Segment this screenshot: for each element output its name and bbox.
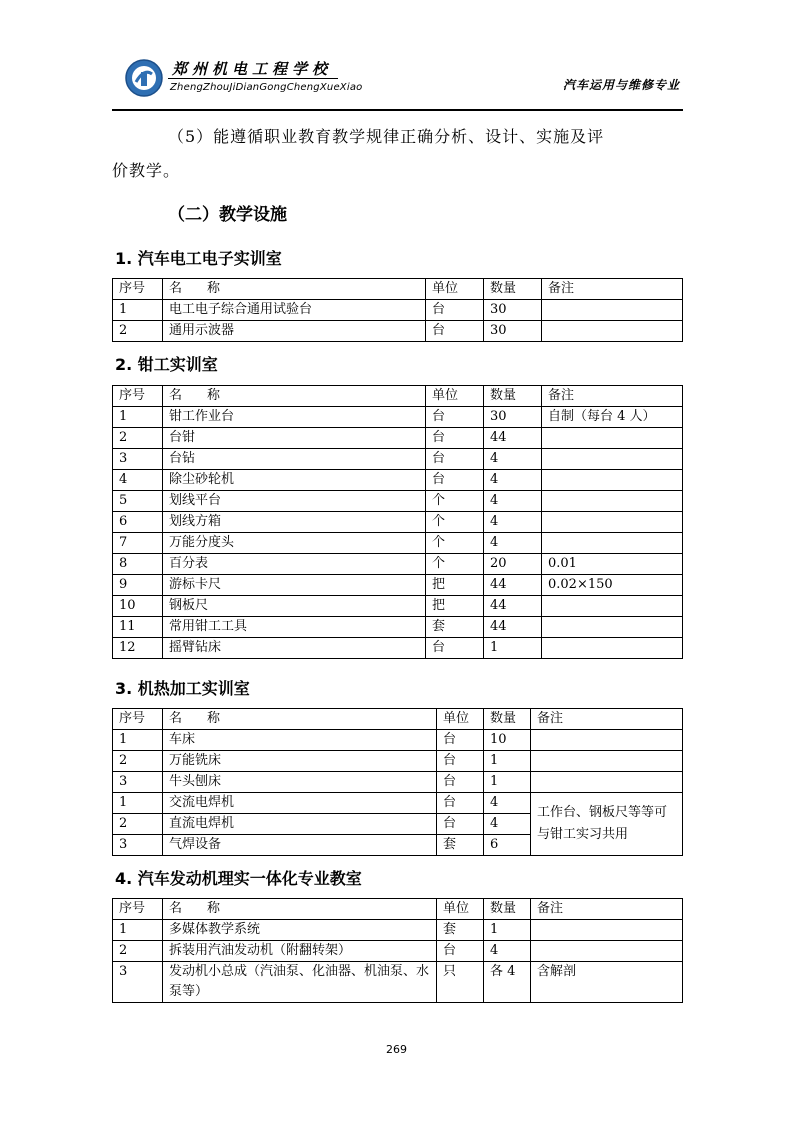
cell-qty: 4: [484, 941, 531, 962]
cell-note: [531, 730, 683, 751]
cell-unit: 套: [426, 617, 484, 638]
cell-qty: 1: [484, 638, 542, 659]
cell-note: [542, 638, 683, 659]
cell-name: 划线平台: [163, 491, 426, 512]
table-row: [113, 920, 683, 941]
cell-note: [542, 321, 683, 342]
cell-seq: 2: [113, 941, 163, 962]
table-header-row: [113, 899, 683, 920]
cell-unit: 台: [437, 793, 484, 814]
cell-name: 电工电子综合通用试验台: [163, 300, 426, 321]
cell-note: [542, 491, 683, 512]
cell-seq: 1: [113, 730, 163, 751]
col-note: 备注: [531, 709, 683, 730]
room-title: 2. 钳工实训室: [115, 355, 218, 374]
cell-name: 气焊设备: [163, 835, 437, 856]
col-note: 备注: [542, 386, 683, 407]
cell-qty: 44: [484, 617, 542, 638]
table-row: [113, 491, 683, 512]
cell-seq: 1: [113, 793, 163, 814]
cell-qty: 30: [484, 407, 542, 428]
table-row: [113, 962, 683, 1003]
section-title: （二）教学设施: [168, 205, 287, 225]
cell-note: [542, 428, 683, 449]
col-qty: 数量: [484, 899, 531, 920]
table-row: [113, 617, 683, 638]
cell-seq: 1: [113, 407, 163, 428]
cell-note: [542, 300, 683, 321]
cell-name: 通用示波器: [163, 321, 426, 342]
col-unit: 单位: [426, 279, 484, 300]
cell-note: [542, 512, 683, 533]
table-row: [113, 730, 683, 751]
cell-unit: 台: [437, 941, 484, 962]
cell-qty: 1: [484, 920, 531, 941]
cell-unit: 台: [426, 300, 484, 321]
cell-unit: 台: [426, 449, 484, 470]
cell-seq: 9: [113, 575, 163, 596]
col-name: 名 称: [163, 899, 437, 920]
cell-qty: 4: [484, 470, 542, 491]
cell-name: 多媒体教学系统: [163, 920, 437, 941]
cell-unit: 台: [437, 730, 484, 751]
cell-name: 发动机小总成（汽油泵、化油器、机油泵、水泵等）: [163, 962, 437, 1003]
cell-name: 交流电焊机: [163, 793, 437, 814]
equipment-table: [112, 898, 683, 1003]
cell-seq: 12: [113, 638, 163, 659]
cell-qty: 20: [484, 554, 542, 575]
cell-note: [542, 617, 683, 638]
cell-qty: 6: [484, 835, 531, 856]
cell-name: 钢板尺: [163, 596, 426, 617]
cell-seq: 4: [113, 470, 163, 491]
table-row: [113, 554, 683, 575]
logo-underline: [168, 78, 338, 79]
table-row: [113, 751, 683, 772]
cell-unit: 台: [426, 428, 484, 449]
cell-unit: 台: [426, 407, 484, 428]
room-title: 4. 汽车发动机理实一体化专业教室: [115, 869, 362, 888]
table-row: [113, 321, 683, 342]
cell-note: [542, 470, 683, 491]
cell-name: 台钳: [163, 428, 426, 449]
cell-note: [531, 751, 683, 772]
header-divider: [112, 109, 683, 111]
cell-seq: 3: [113, 449, 163, 470]
cell-qty: 44: [484, 596, 542, 617]
cell-seq: 10: [113, 596, 163, 617]
cell-name: 划线方箱: [163, 512, 426, 533]
table-header-row: [113, 386, 683, 407]
cell-note: 0.01: [542, 554, 683, 575]
cell-unit: 台: [426, 638, 484, 659]
table-header-row: [113, 279, 683, 300]
cell-name: 台钻: [163, 449, 426, 470]
intro-paragraph: [112, 120, 684, 188]
col-qty: 数量: [484, 386, 542, 407]
cell-seq: 2: [113, 428, 163, 449]
cell-note-merged: 工作台、钢板尺等等可与钳工实习共用: [531, 793, 683, 856]
cell-seq: 7: [113, 533, 163, 554]
table-row: [113, 533, 683, 554]
col-qty: 数量: [484, 279, 542, 300]
cell-note: 自制（每台 4 人）: [542, 407, 683, 428]
cell-seq: 2: [113, 751, 163, 772]
cell-note: 0.02×150: [542, 575, 683, 596]
cell-unit: 个: [426, 491, 484, 512]
cell-note: [531, 772, 683, 793]
cell-note: [542, 533, 683, 554]
cell-unit: 套: [437, 835, 484, 856]
cell-seq: 8: [113, 554, 163, 575]
cell-seq: 1: [113, 300, 163, 321]
page-header: [112, 52, 682, 110]
school-logo-icon: [124, 58, 164, 98]
cell-qty: 4: [484, 793, 531, 814]
cell-name: 牛头刨床: [163, 772, 437, 793]
table-row: [113, 470, 683, 491]
equipment-table: [112, 278, 683, 342]
cell-unit: 把: [426, 575, 484, 596]
cell-note: [531, 920, 683, 941]
cell-seq: 1: [113, 920, 163, 941]
cell-name: 拆装用汽油发动机（附翻转架）: [163, 941, 437, 962]
cell-qty: 4: [484, 533, 542, 554]
col-unit: 单位: [437, 709, 484, 730]
cell-unit: 个: [426, 554, 484, 575]
table-row: [113, 428, 683, 449]
col-name: 名 称: [163, 709, 437, 730]
col-seq: 序号: [113, 709, 163, 730]
school-name-pinyin: ZhengZhouJiDianGongChengXueXiao: [170, 82, 363, 93]
cell-seq: 11: [113, 617, 163, 638]
col-seq: 序号: [113, 279, 163, 300]
col-seq: 序号: [113, 386, 163, 407]
table-row: [113, 575, 683, 596]
table-header-row: [113, 709, 683, 730]
col-name: 名 称: [163, 279, 426, 300]
cell-name: 直流电焊机: [163, 814, 437, 835]
cell-name: 除尘砂轮机: [163, 470, 426, 491]
cell-qty: 4: [484, 512, 542, 533]
cell-qty: 10: [484, 730, 531, 751]
cell-unit: 个: [426, 533, 484, 554]
cell-qty: 30: [484, 300, 542, 321]
col-name: 名 称: [163, 386, 426, 407]
cell-unit: 套: [437, 920, 484, 941]
intro-line-2: 价教学。: [112, 161, 181, 180]
cell-qty: 4: [484, 491, 542, 512]
cell-seq: 2: [113, 814, 163, 835]
cell-unit: 只: [437, 962, 484, 1003]
cell-qty: 1: [484, 751, 531, 772]
cell-name: 万能铣床: [163, 751, 437, 772]
cell-qty: 4: [484, 449, 542, 470]
cell-unit: 个: [426, 512, 484, 533]
cell-seq: 3: [113, 835, 163, 856]
cell-qty: 1: [484, 772, 531, 793]
col-unit: 单位: [437, 899, 484, 920]
cell-unit: 台: [437, 772, 484, 793]
cell-seq: 3: [113, 772, 163, 793]
cell-seq: 5: [113, 491, 163, 512]
cell-name: 万能分度头: [163, 533, 426, 554]
cell-unit: 台: [426, 321, 484, 342]
equipment-table: [112, 385, 683, 659]
table-row: [113, 772, 683, 793]
cell-seq: 2: [113, 321, 163, 342]
table-row: [113, 596, 683, 617]
cell-unit: 把: [426, 596, 484, 617]
intro-line-1: （5）能遵循职业教育教学规律正确分析、设计、实施及评: [168, 127, 605, 146]
page-number: 269: [386, 1043, 407, 1056]
col-qty: 数量: [484, 709, 531, 730]
cell-name: 车床: [163, 730, 437, 751]
cell-qty: 各 4: [484, 962, 531, 1003]
cell-qty: 44: [484, 428, 542, 449]
col-note: 备注: [531, 899, 683, 920]
table-row: [113, 300, 683, 321]
cell-unit: 台: [437, 814, 484, 835]
cell-note: [531, 941, 683, 962]
col-note: 备注: [542, 279, 683, 300]
cell-unit: 台: [426, 470, 484, 491]
cell-name: 百分表: [163, 554, 426, 575]
room-title: 1. 汽车电工电子实训室: [115, 249, 282, 268]
table-row: [113, 512, 683, 533]
cell-note: [542, 449, 683, 470]
cell-name: 常用钳工工具: [163, 617, 426, 638]
cell-unit: 台: [437, 751, 484, 772]
cell-qty: 4: [484, 814, 531, 835]
cell-note: 含解剖: [531, 962, 683, 1003]
cell-name: 摇臂钻床: [163, 638, 426, 659]
school-name-cn: 郑州机电工程学校: [172, 60, 333, 78]
table-row: [113, 407, 683, 428]
cell-qty: 44: [484, 575, 542, 596]
cell-note: [542, 596, 683, 617]
col-unit: 单位: [426, 386, 484, 407]
cell-seq: 3: [113, 962, 163, 1003]
cell-name: 钳工作业台: [163, 407, 426, 428]
equipment-table: [112, 708, 683, 856]
room-title: 3. 机热加工实训室: [115, 679, 250, 698]
cell-name: 游标卡尺: [163, 575, 426, 596]
table-row: [113, 941, 683, 962]
col-seq: 序号: [113, 899, 163, 920]
table-row: [113, 638, 683, 659]
table-row: [113, 449, 683, 470]
cell-seq: 6: [113, 512, 163, 533]
major-label: 汽车运用与维修专业: [562, 78, 680, 92]
table-row: [113, 793, 683, 814]
cell-qty: 30: [484, 321, 542, 342]
